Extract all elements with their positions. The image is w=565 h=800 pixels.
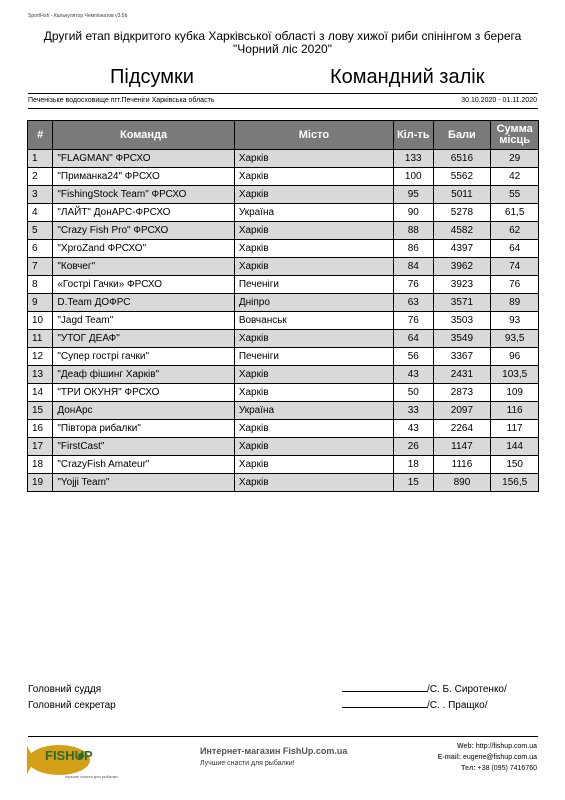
standings-table	[27, 120, 539, 492]
cell-points: 2264	[433, 420, 491, 438]
header-divider	[28, 93, 538, 94]
table-row	[28, 186, 539, 204]
cell-count: 64	[394, 330, 434, 348]
cell-points: 2431	[433, 366, 491, 384]
table-row	[28, 366, 539, 384]
cell-city: Харків	[234, 222, 393, 240]
cell-points: 4397	[433, 240, 491, 258]
results-heading: Підсумки	[110, 66, 194, 88]
cell-team: "Приманка24" ФРСХО	[53, 168, 234, 186]
cell-number: 4	[28, 204, 53, 222]
col-header-place-sum: Сумма місць	[491, 121, 539, 150]
table-row	[28, 420, 539, 438]
cell-number: 10	[28, 312, 53, 330]
cell-number: 8	[28, 276, 53, 294]
cell-points: 3962	[433, 258, 491, 276]
cell-points: 5562	[433, 168, 491, 186]
chief-judge-label: Головний суддя	[28, 684, 102, 695]
cell-team: "FLAGMAN" ФРСХО	[53, 150, 234, 168]
cell-count: 50	[394, 384, 434, 402]
cell-team: "CrazyFish Amateur"	[53, 456, 234, 474]
cell-team: "Ковчег"	[53, 258, 234, 276]
table-row	[28, 150, 539, 168]
cell-city: Печеніги	[234, 276, 393, 294]
cell-place-sum: 64	[491, 240, 539, 258]
fishup-logo	[25, 738, 140, 783]
cell-city: Харків	[234, 438, 393, 456]
cell-team: "Crazy Fish Pro" ФРСХО	[53, 222, 234, 240]
cell-city: Харків	[234, 366, 393, 384]
cell-place-sum: 116	[491, 402, 539, 420]
cell-count: 88	[394, 222, 434, 240]
cell-count: 133	[394, 150, 434, 168]
cell-place-sum: 61,5	[491, 204, 539, 222]
web-link[interactable]: http://fishup.com.ua	[475, 743, 537, 750]
logo-slogan: лучшие снасти для рыбалки	[65, 774, 118, 779]
cell-number: 15	[28, 402, 53, 420]
cell-number: 5	[28, 222, 53, 240]
signature-line	[342, 691, 427, 692]
cell-count: 76	[394, 312, 434, 330]
cell-points: 890	[433, 474, 491, 492]
footer-divider	[28, 736, 538, 737]
col-header-city: Місто	[234, 121, 393, 150]
table-row	[28, 384, 539, 402]
cell-points: 6516	[433, 150, 491, 168]
dates-text: 30.10.2020 - 01.11.2020	[461, 97, 537, 104]
chief-secretary-name: /С. . Пращко/	[427, 700, 488, 711]
cell-number: 13	[28, 366, 53, 384]
cell-place-sum: 42	[491, 168, 539, 186]
cell-number: 17	[28, 438, 53, 456]
cell-city: Харків	[234, 456, 393, 474]
cell-team: "XproZand ФРСХО"	[53, 240, 234, 258]
table-row	[28, 168, 539, 186]
cell-team: "ТРИ ОКУНЯ" ФРСХО	[53, 384, 234, 402]
cell-number: 3	[28, 186, 53, 204]
cell-place-sum: 96	[491, 348, 539, 366]
col-header-number: #	[28, 121, 53, 150]
location-text: Печенізьке водосховище пгт.Печеніги Харківська область	[28, 97, 215, 104]
cell-city: Україна	[234, 402, 393, 420]
table-row	[28, 204, 539, 222]
cell-team: "Деаф фішинг Харків"	[53, 366, 234, 384]
cell-place-sum: 117	[491, 420, 539, 438]
cell-count: 63	[394, 294, 434, 312]
table-header-row	[28, 121, 539, 150]
cell-place-sum: 156,5	[491, 474, 539, 492]
logo-text: FISHUP	[45, 748, 93, 763]
cell-place-sum: 144	[491, 438, 539, 456]
cell-points: 4582	[433, 222, 491, 240]
cell-city: Харків	[234, 240, 393, 258]
cell-city: Печеніги	[234, 348, 393, 366]
cell-place-sum: 74	[491, 258, 539, 276]
cell-city: Україна	[234, 204, 393, 222]
cell-number: 16	[28, 420, 53, 438]
cell-count: 100	[394, 168, 434, 186]
chief-judge-signature	[342, 684, 507, 695]
email-link[interactable]: eugene@fishup.com.ua	[462, 754, 537, 761]
table-row	[28, 294, 539, 312]
cell-city: Харків	[234, 150, 393, 168]
cell-city: Харків	[234, 384, 393, 402]
contact-email: E-mail: eugene@fishup.com.ua	[437, 754, 537, 761]
cell-team: D.Team ДОФРС	[53, 294, 234, 312]
page-title: Другий етап відкритого кубка Харківської області з лову хижої риби спінінгом з берега "Чорний ліс 2020"	[43, 29, 522, 56]
shop-slogan: Лучшие снасти для рыбалки!	[200, 760, 295, 767]
cell-points: 1147	[433, 438, 491, 456]
table-row	[28, 402, 539, 420]
team-standings-heading: Командний залік	[330, 66, 485, 88]
cell-team: "УТОГ ДЕАФ"	[53, 330, 234, 348]
table-row	[28, 456, 539, 474]
cell-number: 18	[28, 456, 53, 474]
chief-secretary-signature	[342, 700, 487, 711]
cell-city: Вовчанськ	[234, 312, 393, 330]
cell-number: 9	[28, 294, 53, 312]
table-row	[28, 312, 539, 330]
cell-count: 43	[394, 366, 434, 384]
cell-place-sum: 150	[491, 456, 539, 474]
cell-team: "Супер гострі гачки"	[53, 348, 234, 366]
cell-city: Харків	[234, 330, 393, 348]
cell-team: "ЛАЙТ" ДонАРС-ФРСХО	[53, 204, 234, 222]
cell-place-sum: 55	[491, 186, 539, 204]
table-row	[28, 438, 539, 456]
cell-number: 14	[28, 384, 53, 402]
cell-team: "Jagd Team"	[53, 312, 234, 330]
software-caption: SportFish - Калькулятор Чемпіонатов v3.5b	[28, 13, 128, 19]
cell-count: 26	[394, 438, 434, 456]
cell-points: 3923	[433, 276, 491, 294]
cell-points: 2097	[433, 402, 491, 420]
cell-city: Харків	[234, 420, 393, 438]
cell-count: 15	[394, 474, 434, 492]
signature-line	[342, 707, 427, 708]
contact-phone: Тел: +38 (095) 7416760	[461, 765, 537, 772]
cell-team: "FishingStock Team" ФРСХО	[53, 186, 234, 204]
col-header-team: Команда	[53, 121, 234, 150]
cell-number: 12	[28, 348, 53, 366]
cell-count: 90	[394, 204, 434, 222]
cell-place-sum: 103,5	[491, 366, 539, 384]
cell-count: 95	[394, 186, 434, 204]
cell-place-sum: 89	[491, 294, 539, 312]
cell-count: 86	[394, 240, 434, 258]
cell-place-sum: 109	[491, 384, 539, 402]
cell-number: 6	[28, 240, 53, 258]
cell-city: Дніпро	[234, 294, 393, 312]
cell-team: ДонАрс	[53, 402, 234, 420]
cell-city: Харків	[234, 474, 393, 492]
phone-number: +38 (095) 7416760	[477, 765, 537, 772]
table-row	[28, 348, 539, 366]
cell-count: 84	[394, 258, 434, 276]
cell-number: 1	[28, 150, 53, 168]
col-header-count: Кіл-ть	[394, 121, 434, 150]
cell-team: "Півтора рибалки"	[53, 420, 234, 438]
cell-place-sum: 93,5	[491, 330, 539, 348]
contact-web: Web: http://fishup.com.ua	[456, 743, 537, 750]
table-row	[28, 330, 539, 348]
cell-number: 7	[28, 258, 53, 276]
cell-team: «Гострі Гачки» ФРСХО	[53, 276, 234, 294]
cell-number: 19	[28, 474, 53, 492]
table-row	[28, 474, 539, 492]
cell-team: "FirstCast"	[53, 438, 234, 456]
cell-number: 2	[28, 168, 53, 186]
cell-points: 3549	[433, 330, 491, 348]
cell-city: Харків	[234, 186, 393, 204]
cell-points: 3571	[433, 294, 491, 312]
table-row	[28, 240, 539, 258]
cell-place-sum: 76	[491, 276, 539, 294]
shop-name: Интернет-магазин FishUp.com.ua	[200, 746, 348, 756]
cell-count: 43	[394, 420, 434, 438]
cell-team: "Yojji Team"	[53, 474, 234, 492]
table-row	[28, 276, 539, 294]
cell-points: 5011	[433, 186, 491, 204]
location-divider	[28, 108, 538, 109]
cell-count: 76	[394, 276, 434, 294]
cell-count: 18	[394, 456, 434, 474]
cell-points: 2873	[433, 384, 491, 402]
cell-city: Харків	[234, 258, 393, 276]
cell-place-sum: 93	[491, 312, 539, 330]
cell-points: 3367	[433, 348, 491, 366]
table-row	[28, 222, 539, 240]
table-row	[28, 258, 539, 276]
chief-secretary-label: Головний секретар	[28, 700, 116, 711]
cell-count: 33	[394, 402, 434, 420]
cell-points: 5278	[433, 204, 491, 222]
cell-points: 3503	[433, 312, 491, 330]
cell-place-sum: 62	[491, 222, 539, 240]
chief-judge-name: /С. Б. Сиротенко/	[427, 684, 507, 695]
cell-place-sum: 29	[491, 150, 539, 168]
col-header-points: Бали	[433, 121, 491, 150]
cell-points: 1116	[433, 456, 491, 474]
cell-count: 56	[394, 348, 434, 366]
cell-number: 11	[28, 330, 53, 348]
cell-city: Харків	[234, 168, 393, 186]
